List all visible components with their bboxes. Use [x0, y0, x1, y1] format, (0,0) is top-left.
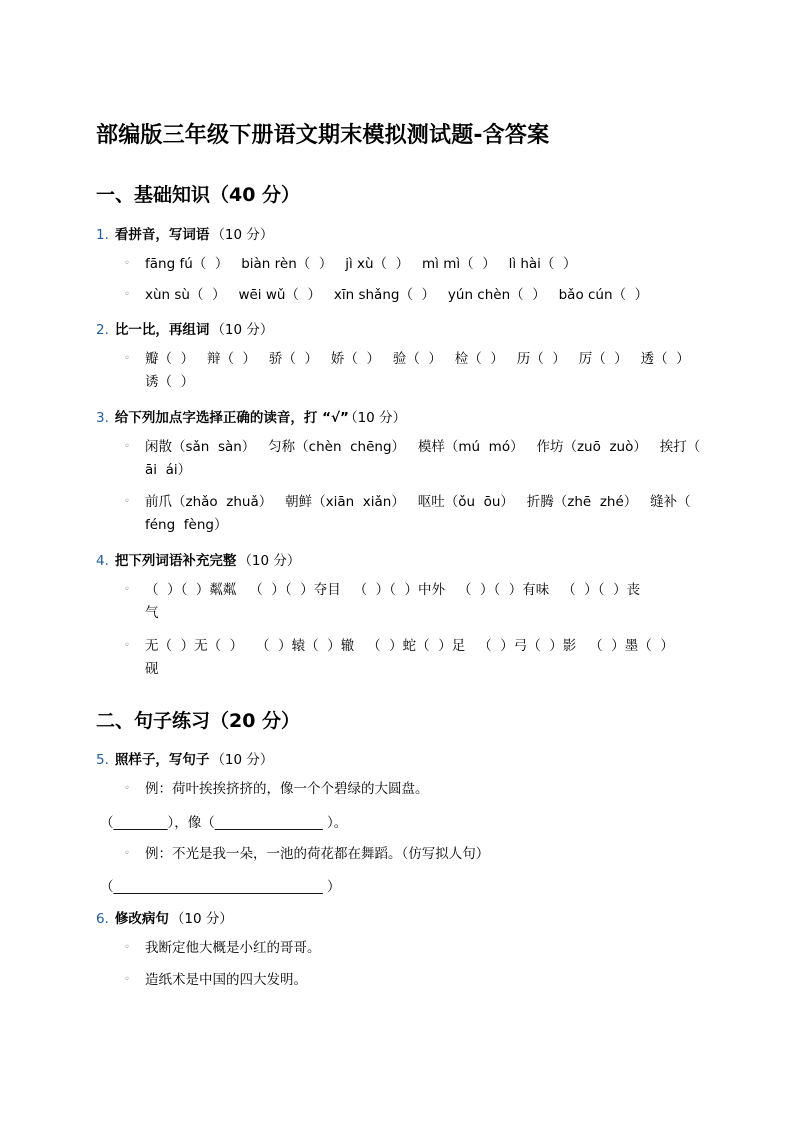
bullet-icon: ◦	[124, 974, 130, 985]
question-number: 1.	[96, 227, 109, 243]
question-4-item-2: 无（ ）无（ ） （ ）辕（ ）辙 （ ）蛇（ ）足 （ ）弓（ ）影 （ ）墨（ ） 砚	[145, 638, 674, 677]
bullet-icon: ◦	[124, 258, 130, 269]
bullet-icon: ◦	[124, 848, 130, 859]
question-2-item-1: 瓣（ ） 辩（ ） 骄（ ） 娇（ ） 验（ ） 检（ ） 历（ ） 厉（ ） 透（ ） 诱（ ）	[145, 351, 690, 390]
question-2	[96, 318, 273, 338]
question-1-item-1: fāng fú（ ） biàn rèn（ ） jì xù（ ） mì mì（ ） lì hài（ ）	[145, 256, 577, 272]
bullet-icon: ◦	[124, 353, 130, 364]
question-1-item-2: xùn sù（ ） wēi wǔ（ ） xīn shǎng（ ） yún chèn（ ） bǎo cún（ ）	[145, 287, 649, 303]
document-title: 部编版三年级下册语文期末模拟测试题-含答案	[96, 123, 550, 148]
question-title: 看拼音，写词语	[114, 227, 210, 243]
question-6-item-2: 造纸术是中国的四大发明。	[145, 972, 307, 988]
answer-line-1[interactable]: （________），像（________________ ）。	[100, 815, 348, 831]
question-number: 3.	[96, 410, 109, 426]
bullet-icon: ◦	[124, 640, 130, 651]
bullet-icon: ◦	[124, 496, 130, 507]
question-number: 4.	[96, 553, 109, 569]
bullet-icon: ◦	[124, 289, 130, 300]
section-title-sentence-practice: 二、句子练习（20 分）	[96, 710, 301, 732]
question-3	[96, 406, 406, 426]
question-6	[96, 907, 233, 927]
question-title: 把下列词语补充完整	[114, 553, 237, 569]
question-score: （10 分）	[350, 410, 407, 426]
question-3-item-1: 闲散（sǎn sàn） 匀称（chèn chēng） 模样（mú mó） 作坊（zuō zuò） 挨打（ āi ái）	[145, 439, 701, 478]
question-5-example-2: 例：不光是我一朵，一池的荷花都在舞蹈。（仿写拟人句）	[145, 846, 490, 862]
question-title: 照样子，写句子	[114, 752, 210, 768]
question-3-item-2: 前爪（zhǎo zhuǎ） 朝鲜（xiān xiǎn） 呕吐（ǒu ōu） 折腾（zhē zhé） 缝补（ féng fèng）	[145, 494, 691, 533]
answer-line-2[interactable]: （_______________________________ ）	[100, 879, 341, 895]
question-score: （10 分）	[238, 553, 301, 569]
section-title-basic-knowledge: 一、基础知识（40 分）	[96, 184, 301, 206]
question-title: 修改病句	[114, 911, 169, 927]
question-number: 2.	[96, 322, 109, 338]
bullet-icon: ◦	[124, 942, 130, 953]
bullet-icon: ◦	[124, 584, 130, 595]
question-number: 6.	[96, 911, 109, 927]
question-title: 给下列加点字选择正确的读音，打 “√”	[114, 410, 349, 426]
question-1	[96, 223, 273, 243]
question-score: （10 分）	[170, 911, 233, 927]
question-score: （10 分）	[211, 752, 274, 768]
question-4	[96, 549, 300, 569]
question-score: （10 分）	[211, 322, 274, 338]
question-4-item-1: （ ）（ ）粼粼 （ ）（ ）夺目 （ ）（ ）中外 （ ）（ ）有味 （ ）（ ）丧 气	[145, 582, 641, 621]
question-number: 5.	[96, 752, 109, 768]
bullet-icon: ◦	[124, 441, 130, 452]
bullet-icon: ◦	[124, 783, 130, 794]
question-6-item-1: 我断定他大概是小红的哥哥。	[145, 940, 321, 956]
question-title: 比一比，再组词	[114, 322, 210, 338]
question-5-example-1: 例：荷叶挨挨挤挤的，像一个个碧绿的大圆盘。	[145, 781, 429, 797]
question-5	[96, 748, 273, 768]
question-score: （10 分）	[211, 227, 274, 243]
